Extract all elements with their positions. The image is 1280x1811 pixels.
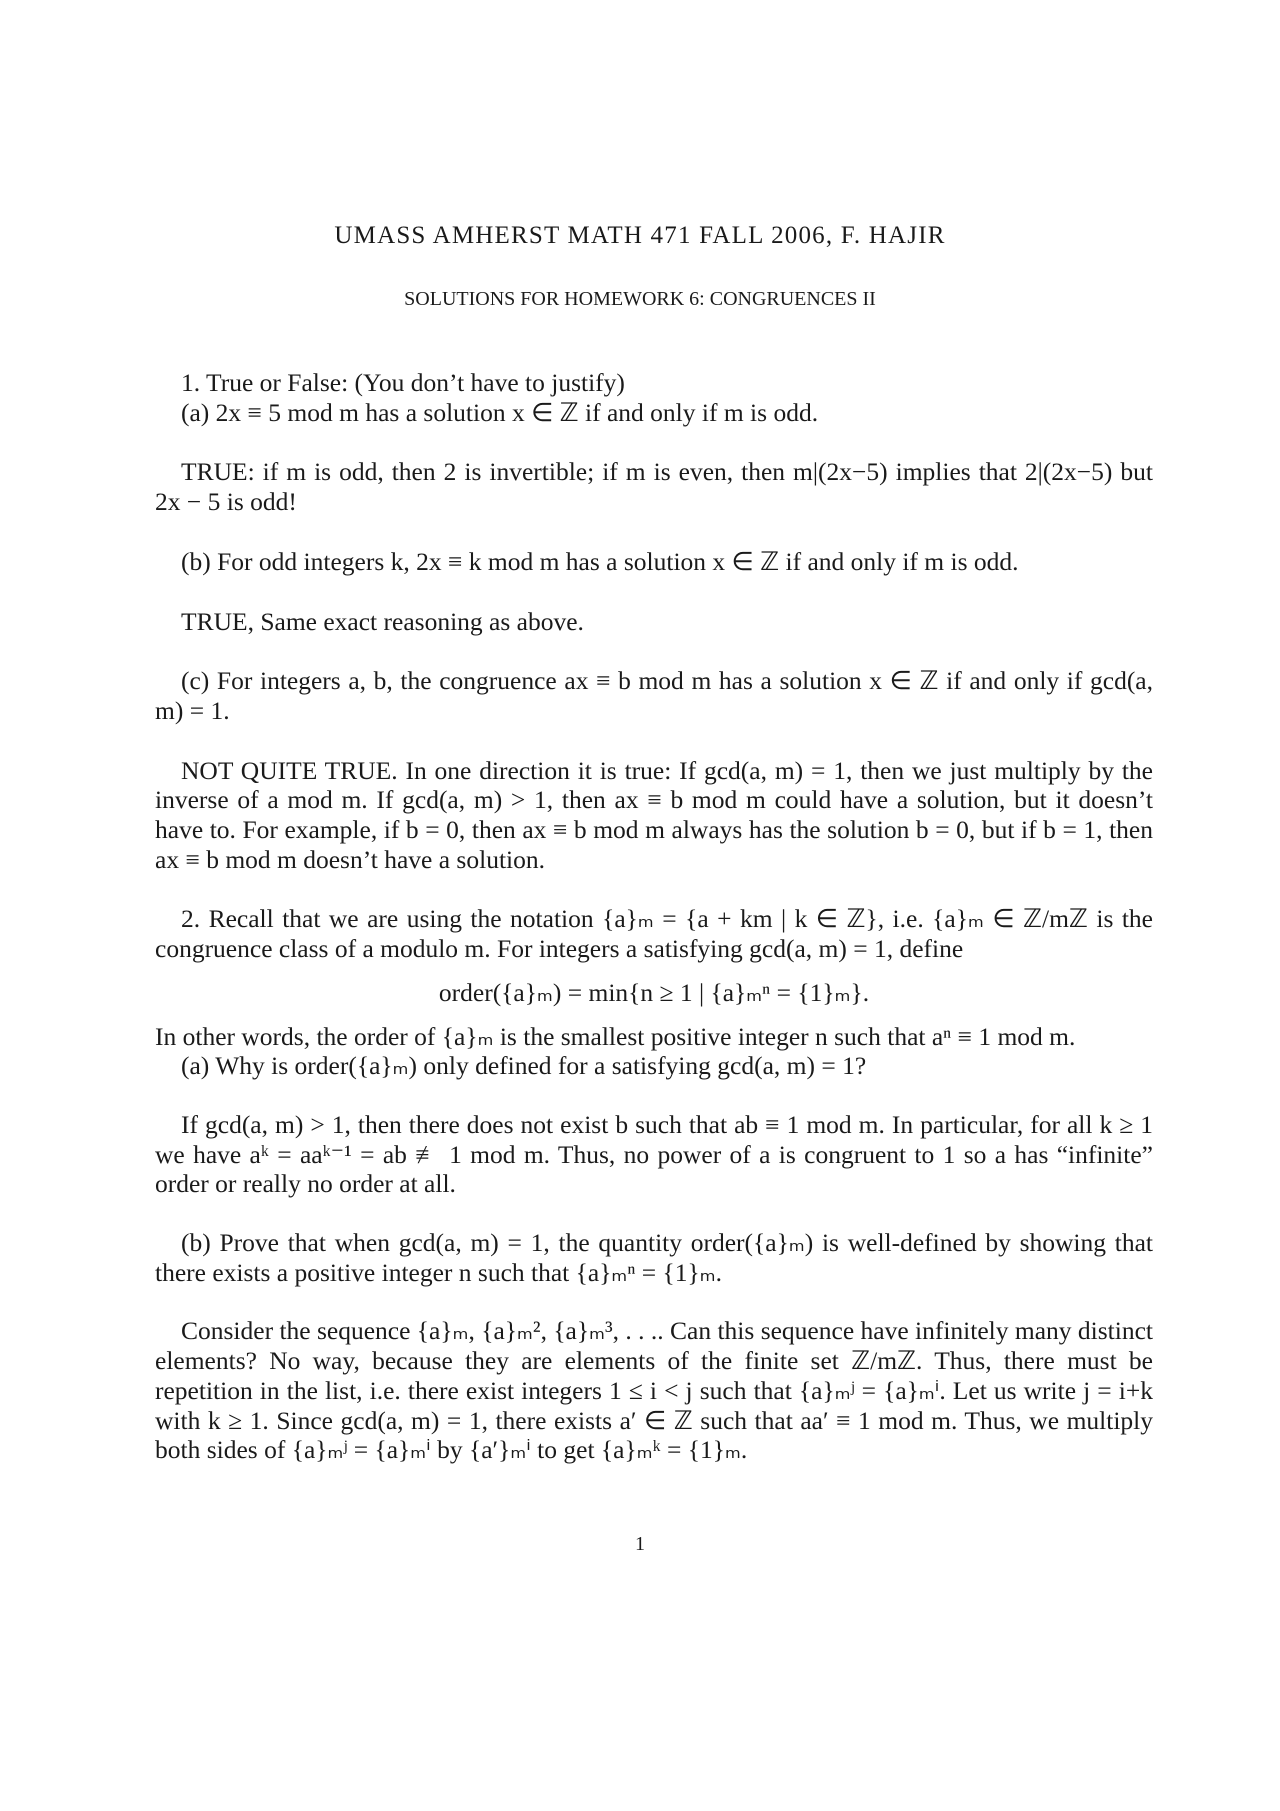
order-definition-equation: order({a}ₘ) = min{n ≥ 1 | {a}ₘⁿ = {1}ₘ}. [438,977,870,1007]
page-number: 1 [635,1533,645,1555]
problem-2a-question: (a) Why is order({a}ₘ) only defined for a satisfying gcd(a, m) = 1? [181,1051,867,1081]
problem-1c-answer: NOT QUITE TRUE. In one direction it is true: If gcd(a, m) = 1, then we just multiply by the inverse of a mod m. If gcd(a, m) > 1, then ax ≡ b mod m could have a solution, but it doesn’t have to. For example, if b = 0, then ax ≡ b mod m always has the solution b = 0, but if b = 1, then ax ≡ b mod m doesn’t have a solution. [155,755,1153,874]
problem-1a-answer: TRUE: if m is odd, then 2 is invertible; if m is even, then m|(2x−5) implies that 2|(2x−5) but 2x − 5 is odd! [155,457,1153,517]
problem-1b-answer: TRUE, Same exact reasoning as above. [181,606,584,636]
document-subtitle: SOLUTIONS FOR HOMEWORK 6: CONGRUENCES II [404,288,876,310]
problem-2b-answer: Consider the sequence {a}ₘ, {a}ₘ², {a}ₘ³, . . .. Can this sequence have infinitely many distinct elements? No way, because they are elements of the finite set ℤ/mℤ. Thus, there must be repetition in the list, i.e. there exist integers 1 ≤ i < j such that {a}ₘʲ = {a}ₘⁱ. Let us write j = i+k with k ≥ 1. Since gcd(a, m) = 1, there exists a′ ∈ ℤ such that aa′ ≡ 1 mod m. Thus, we multiply both sides of {a}ₘʲ = {a}ₘⁱ by {a′}ₘⁱ to get {a}ₘᵏ = {1}ₘ. [155,1316,1153,1465]
document-body [155,368,1153,1465]
problem-2b-question: (b) Prove that when gcd(a, m) = 1, the quantity order({a}ₘ) is well-defined by showing that there exists a positive integer n such that {a}ₘⁿ = {1}ₘ. [155,1228,1153,1287]
problem-1b-question: (b) For odd integers k, 2x ≡ k mod m has a solution x ∈ ℤ if and only if m is odd. [181,546,1019,576]
problem-2a-answer: If gcd(a, m) > 1, then there does not exist b such that ab ≡ 1 mod m. In particular, for all k ≥ 1 we have aᵏ = aaᵏ⁻¹ = ab ≢ 1 mod m. Thus, no power of a is congruent to 1 so a has “infinite” order or really no order at all. [155,1109,1153,1199]
problem-1-intro: 1. True or False: (You don’t have to justify) [181,368,625,397]
problem-1c-question: (c) For integers a, b, the congruence ax ≡ b mod m has a solution x ∈ ℤ if and only if gcd(a, m) = 1. [155,666,1153,725]
problem-2-intro: 2. Recall that we are using the notation {a}ₘ = {a + km | k ∈ ℤ}, i.e. {a}ₘ ∈ ℤ/mℤ is the congruence class of a modulo m. For integers a satisfying gcd(a, m) = 1, define [155,904,1153,964]
problem-2-explanation: In other words, the order of {a}ₘ is the smallest positive integer n such that aⁿ ≡ 1 mod m. [155,1021,1076,1051]
problem-1a-question: (a) 2x ≡ 5 mod m has a solution x ∈ ℤ if and only if m is odd. [181,397,819,427]
document-title: UMASS AMHERST MATH 471 FALL 2006, F. HAJIR [334,222,946,249]
